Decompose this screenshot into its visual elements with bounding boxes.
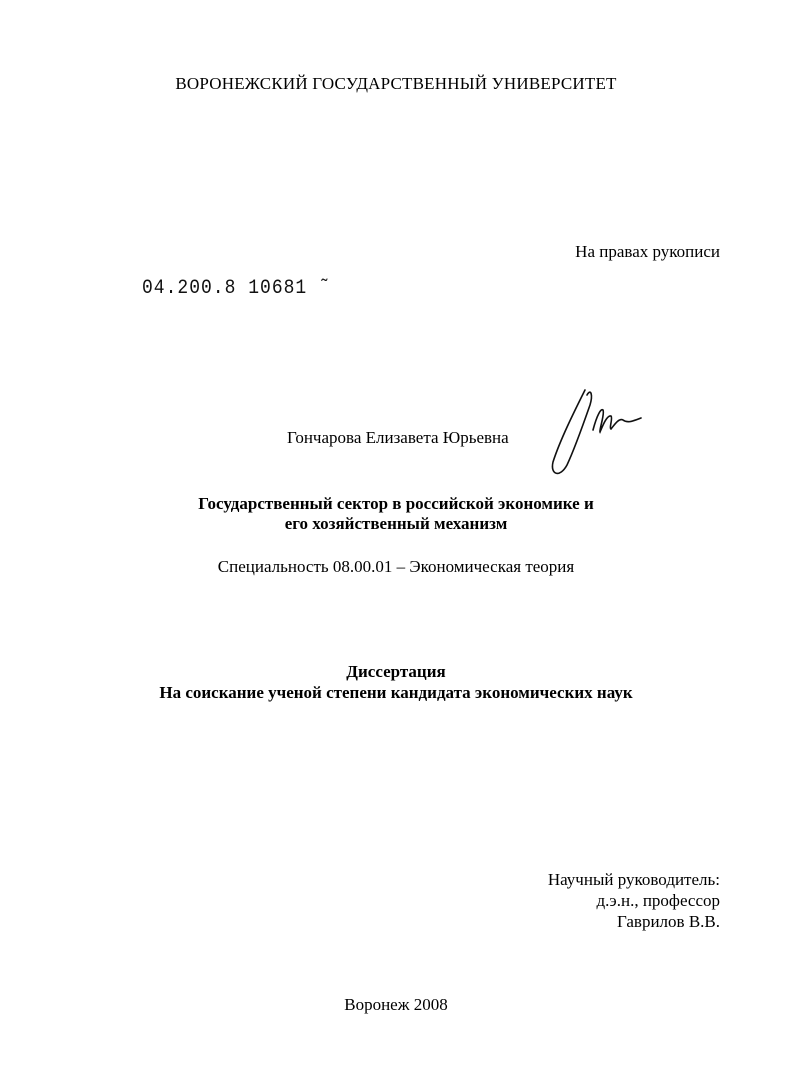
supervisor-label: Научный руководитель: [547,870,720,889]
author-name: Гончарова Елизавета Юрьевна [287,428,509,447]
registration-number: 04.200.8 10681 [142,277,308,300]
manuscript-rights-note: На правах рукописи [575,242,720,261]
dissertation-heading: Диссертация [346,662,446,681]
supervisor-degree: д.э.н., профессор [596,891,720,910]
university-name: ВОРОНЕЖСКИЙ ГОСУДАРСТВЕННЫЙ УНИВЕРСИТЕТ [175,74,617,93]
city-year: Воронеж 2008 [344,995,448,1014]
specialty: Специальность 08.00.01 – Экономическая теория [217,557,575,576]
supervisor-name: Гаврилов В.В. [616,912,720,931]
registration-stamp [142,277,331,300]
degree-statement: На соискание ученой степени кандидата экономических наук [159,683,633,702]
dissertation-title-line-2: его хозяйственный механизм [284,514,508,533]
author-signature [545,380,645,480]
stamp-mark: ˜ [307,277,331,300]
dissertation-title-line-1: Государственный сектор в российской экономике и [198,494,594,513]
